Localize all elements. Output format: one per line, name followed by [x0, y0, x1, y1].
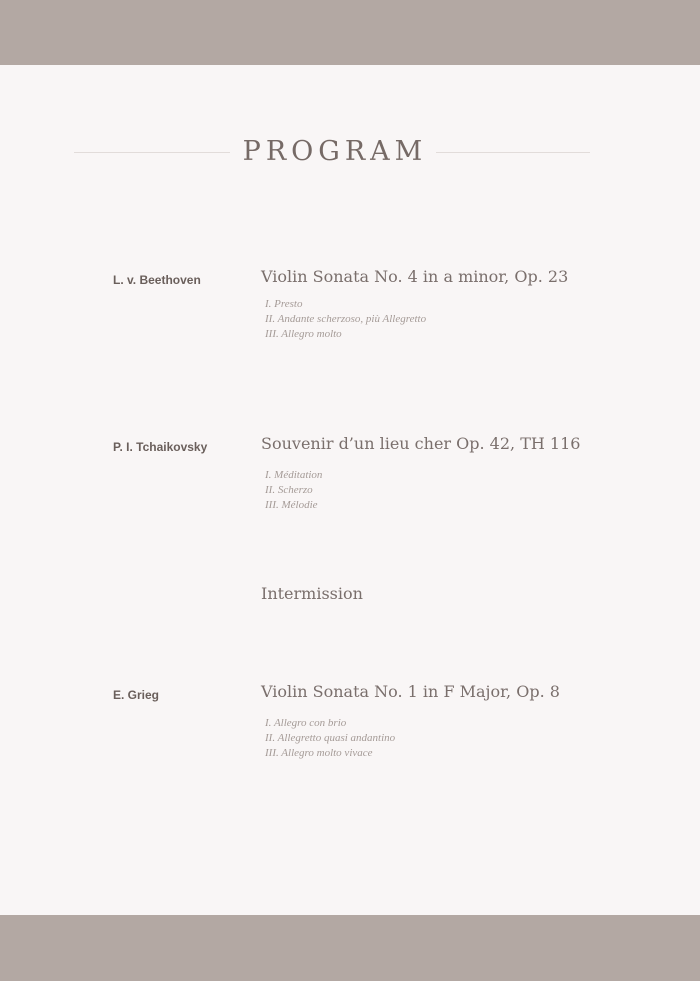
movement-item: II. Scherzo [265, 484, 313, 496]
movement-item: III. Mélodie [265, 499, 318, 511]
composer-name: E. Grieg [113, 688, 160, 702]
composer-name: P. I. Tchaikovsky [113, 440, 208, 454]
page-title: PROGRAM [242, 136, 428, 167]
title-rule-left [74, 152, 230, 153]
movement-item: I. Presto [265, 298, 303, 310]
bottom-band [0, 915, 700, 981]
movement-list [265, 468, 322, 513]
movement-item: I. Méditation [265, 469, 323, 481]
movement-list [265, 297, 426, 342]
work-title: Souvenir d’un lieu cher Op. 42, TH 116 [261, 434, 581, 453]
movement-item: II. Allegretto quasi andantino [265, 732, 396, 744]
program-page [0, 65, 700, 915]
top-band [0, 0, 700, 65]
movement-item: III. Allegro molto [265, 328, 342, 340]
intermission-label: Intermission [261, 584, 363, 603]
composer-name: L. v. Beethoven [113, 273, 201, 287]
movement-item: II. Andante scherzoso, più Allegretto [265, 313, 427, 325]
title-row [74, 133, 590, 173]
work-title: Violin Sonata No. 4 in a minor, Op. 23 [261, 267, 569, 286]
movement-item: I. Allegro con brio [265, 717, 347, 729]
movement-list [265, 716, 395, 761]
title-rule-right [436, 152, 590, 153]
work-title: Violin Sonata No. 1 in F Major, Op. 8 [261, 682, 560, 701]
movement-item: III. Allegro molto vivace [265, 747, 373, 759]
